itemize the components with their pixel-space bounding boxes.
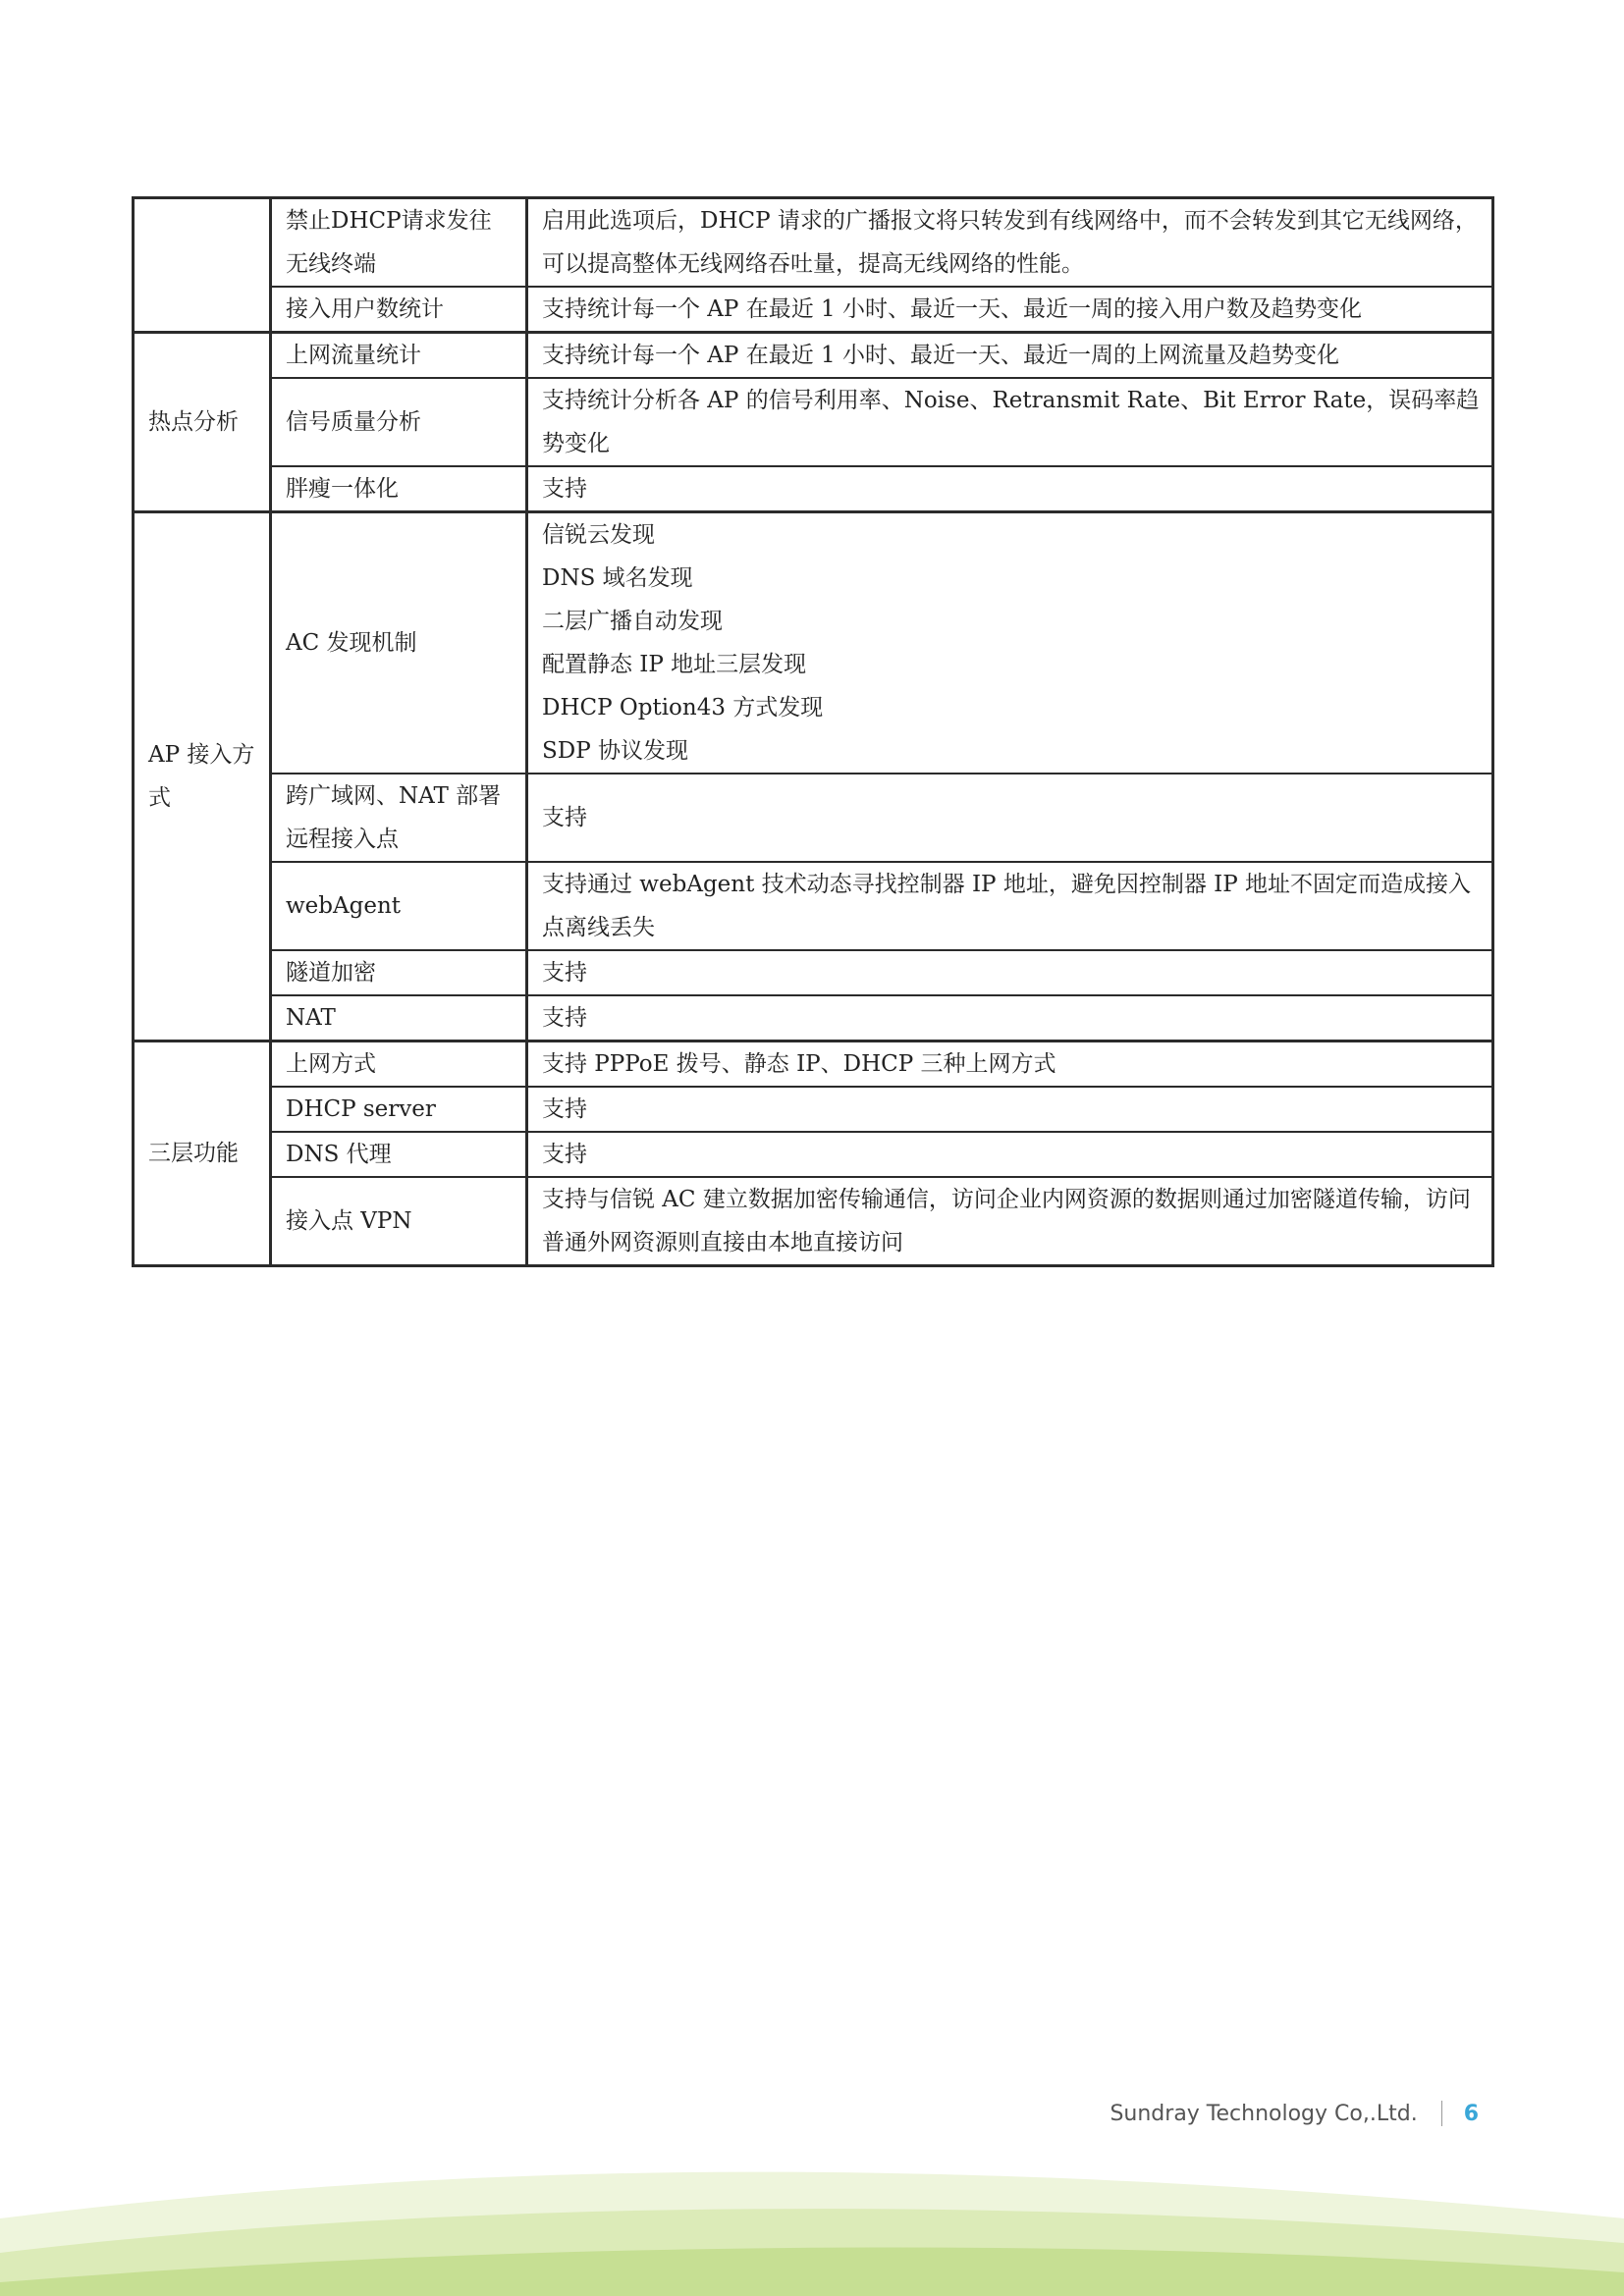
table-row [134,1177,1493,1266]
feature-name-cell: 信号质量分析 [271,378,527,466]
description-line: 支持 [542,476,587,502]
feature-name-cell: 胖瘦一体化 [271,466,527,512]
group-name-cell: 热点分析 [134,333,271,512]
feature-name-cell: 禁止DHCP请求发往无线终端 [271,198,527,288]
description-line: 信锐云发现 [542,522,655,548]
feature-name-cell: 隧道加密 [271,950,527,995]
feature-name-cell: 接入用户数统计 [271,287,527,333]
feature-name-cell: 接入点 VPN [271,1177,527,1266]
feature-name-cell: 跨广域网、NAT 部署远程接入点 [271,774,527,862]
feature-description-cell [527,1041,1493,1088]
feature-spec-table [132,196,1494,1267]
feature-name-cell: NAT [271,995,527,1041]
feature-description-cell [527,774,1493,862]
decorative-green-wave [0,2150,1624,2296]
table-row [134,774,1493,862]
description-line: 支持 PPPoE 拨号、静态 IP、DHCP 三种上网方式 [542,1051,1056,1077]
description-line: 支持 [542,1142,587,1167]
page-number: 6 [1463,2101,1479,2126]
table-row [134,950,1493,995]
feature-description-cell [527,512,1493,774]
feature-description-cell [527,378,1493,466]
description-line: 支持 [542,805,587,830]
description-line: SDP 协议发现 [542,738,688,764]
description-line: DHCP Option43 方式发现 [542,695,824,721]
feature-name-cell: webAgent [271,862,527,950]
description-line: DNS 域名发现 [542,565,693,591]
description-line: 支持统计每一个 AP 在最近 1 小时、最近一天、最近一周的上网流量及趋势变化 [542,343,1339,368]
table-row [134,995,1493,1041]
description-line: 支持通过 webAgent 技术动态寻找控制器 IP 地址，避免因控制器 IP 地址不固定而造成接入点离线丢失 [542,872,1472,940]
feature-name-cell: DHCP server [271,1087,527,1132]
page-footer [1110,2094,1479,2133]
table-row [134,1041,1493,1088]
feature-name-cell: AC 发现机制 [271,512,527,774]
description-line: 支持 [542,1005,587,1031]
feature-description-cell [527,1177,1493,1266]
table-row [134,198,1493,288]
description-line: 支持 [542,960,587,986]
feature-description-cell [527,287,1493,333]
feature-description-cell [527,1087,1493,1132]
feature-description-cell [527,950,1493,995]
table-row [134,333,1493,379]
description-line: 配置静态 IP 地址三层发现 [542,652,807,677]
feature-name-cell: DNS 代理 [271,1132,527,1177]
group-name-cell: 三层功能 [134,1041,271,1266]
feature-description-cell [527,862,1493,950]
table-row [134,512,1493,774]
description-line: 二层广播自动发现 [542,609,723,634]
description-line: 支持与信锐 AC 建立数据加密传输通信，访问企业内网资源的数据则通过加密隧道传输，访问普通外网资源则直接由本地直接访问 [542,1187,1471,1255]
description-line: 支持 [542,1096,587,1122]
table-row [134,378,1493,466]
spec-table-body [134,198,1493,1266]
table-row [134,1132,1493,1177]
description-line: 支持统计每一个 AP 在最近 1 小时、最近一天、最近一周的接入用户数及趋势变化 [542,296,1362,322]
feature-description-cell [527,466,1493,512]
footer-company-name: Sundray Technology Co,.Ltd. [1110,2101,1418,2126]
table-row [134,862,1493,950]
feature-description-cell [527,198,1493,288]
group-name-cell [134,198,271,333]
feature-name-cell: 上网流量统计 [271,333,527,379]
description-line: 支持统计分析各 AP 的信号利用率、Noise、Retransmit Rate、Bit Error Rate，误码率趋势变化 [542,388,1480,456]
footer-separator [1441,2101,1442,2126]
table-row [134,287,1493,333]
feature-description-cell [527,1132,1493,1177]
feature-description-cell [527,995,1493,1041]
table-row [134,466,1493,512]
feature-name-cell: 上网方式 [271,1041,527,1088]
description-line: 启用此选项后，DHCP 请求的广播报文将只转发到有线网络中，而不会转发到其它无线网络，可以提高整体无线网络吞吐量，提高无线网络的性能。 [542,208,1478,277]
table-row [134,1087,1493,1132]
group-name-cell: AP 接入方式 [134,512,271,1041]
feature-description-cell [527,333,1493,379]
